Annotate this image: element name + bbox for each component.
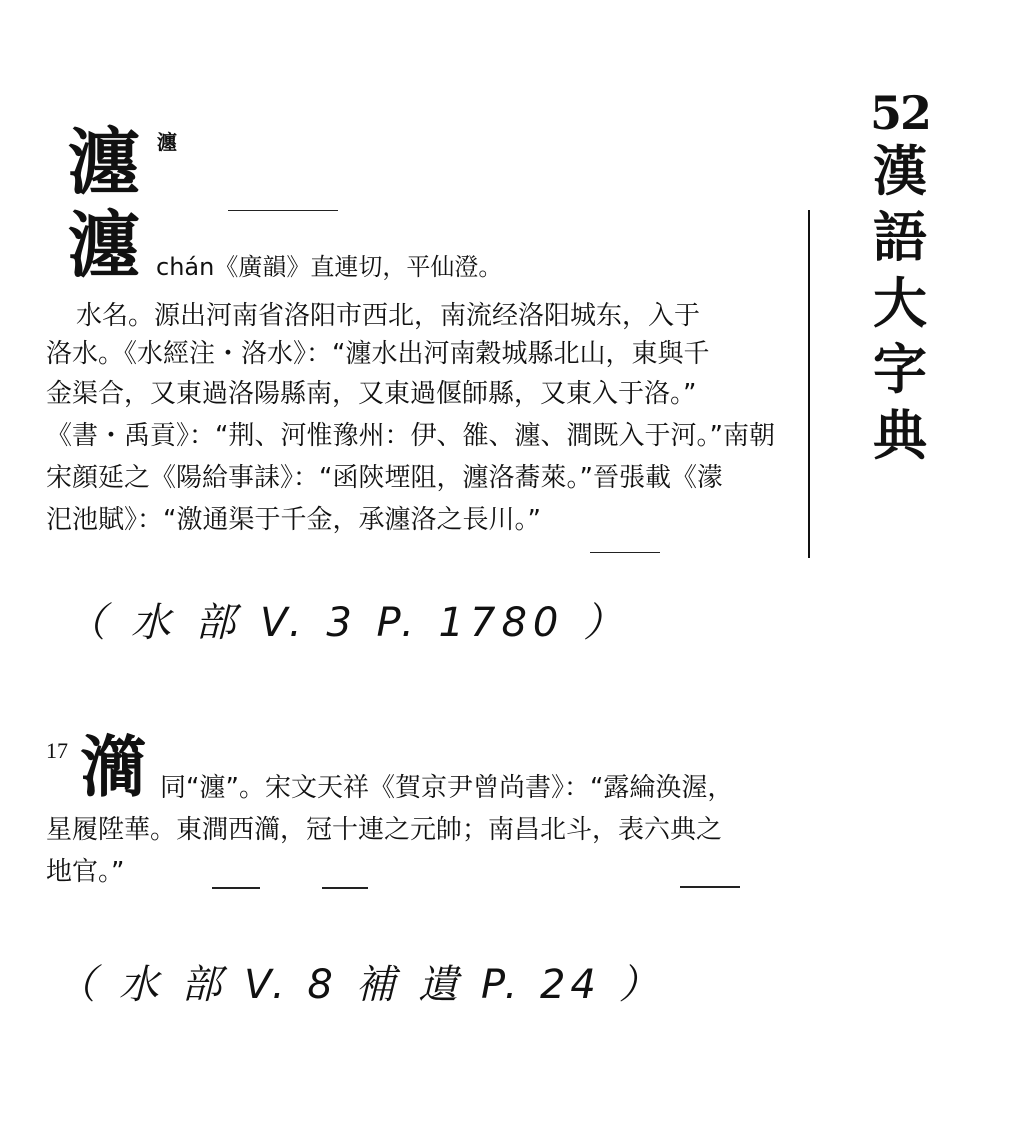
stroke-count: 17 — [46, 738, 68, 763]
scan-mark — [322, 887, 368, 889]
definition-line: 水名。源出河南省洛阳市西北，南流经洛阳城东，入于 — [76, 301, 701, 331]
definition-line: 汜池賦》：“激通渠于千金，承瀍洛之長川。” — [46, 505, 541, 535]
handwritten-reference: （ 水 部 V. 8 補 遺 P. 24 ） — [56, 962, 664, 1008]
headword: 㶕 — [80, 728, 146, 806]
handwritten-reference: （ 水 部 V. 3 P. 1780 ） — [66, 600, 630, 646]
title-char: 字 — [873, 337, 927, 401]
headword: 瀍 — [68, 202, 141, 287]
definition-line: 宋顔延之《陽給事誄》：“函陝堙阻，瀍洛蕎萊。”晉張載《濛 — [46, 463, 723, 493]
definition-line: 金渠合，又東過洛陽縣南，又東過偃師縣，又東入于洛。” — [46, 379, 697, 409]
title-char: 漢 — [873, 139, 927, 203]
dictionary-title — [865, 88, 935, 468]
column-rule — [808, 210, 810, 558]
title-char: 典 — [873, 403, 927, 467]
definition-line: 同“瀍”。宋文天祥《賀京尹曾尚書》：“露綸涣渥， — [160, 773, 734, 803]
headword-small: 瀍 — [157, 130, 177, 154]
definition-line: 洛水。《水經注・洛水》：“瀍水出河南穀城縣北山，東與千 — [46, 339, 710, 369]
definition-line: 地官。” — [46, 857, 125, 887]
scan-mark — [212, 887, 260, 889]
definition-line: 星履陞華。東澗西㶕，冠十連之元帥；南昌北斗，表六典之 — [46, 815, 723, 845]
scan-mark — [680, 886, 740, 888]
scan-mark — [590, 552, 660, 553]
scan-mark — [228, 210, 338, 211]
headword-variant: 瀍 — [68, 119, 141, 204]
title-char: 大 — [873, 271, 927, 335]
definition-line: 《書・禹貢》：“荆、河惟豫州：伊、雒、瀍、澗既入于河。”南朝 — [46, 421, 775, 451]
pronunciation: chán《廣韻》直連切，平仙澄。 — [156, 253, 503, 281]
volume-number: 52 — [869, 86, 930, 140]
title-char: 語 — [873, 205, 927, 269]
